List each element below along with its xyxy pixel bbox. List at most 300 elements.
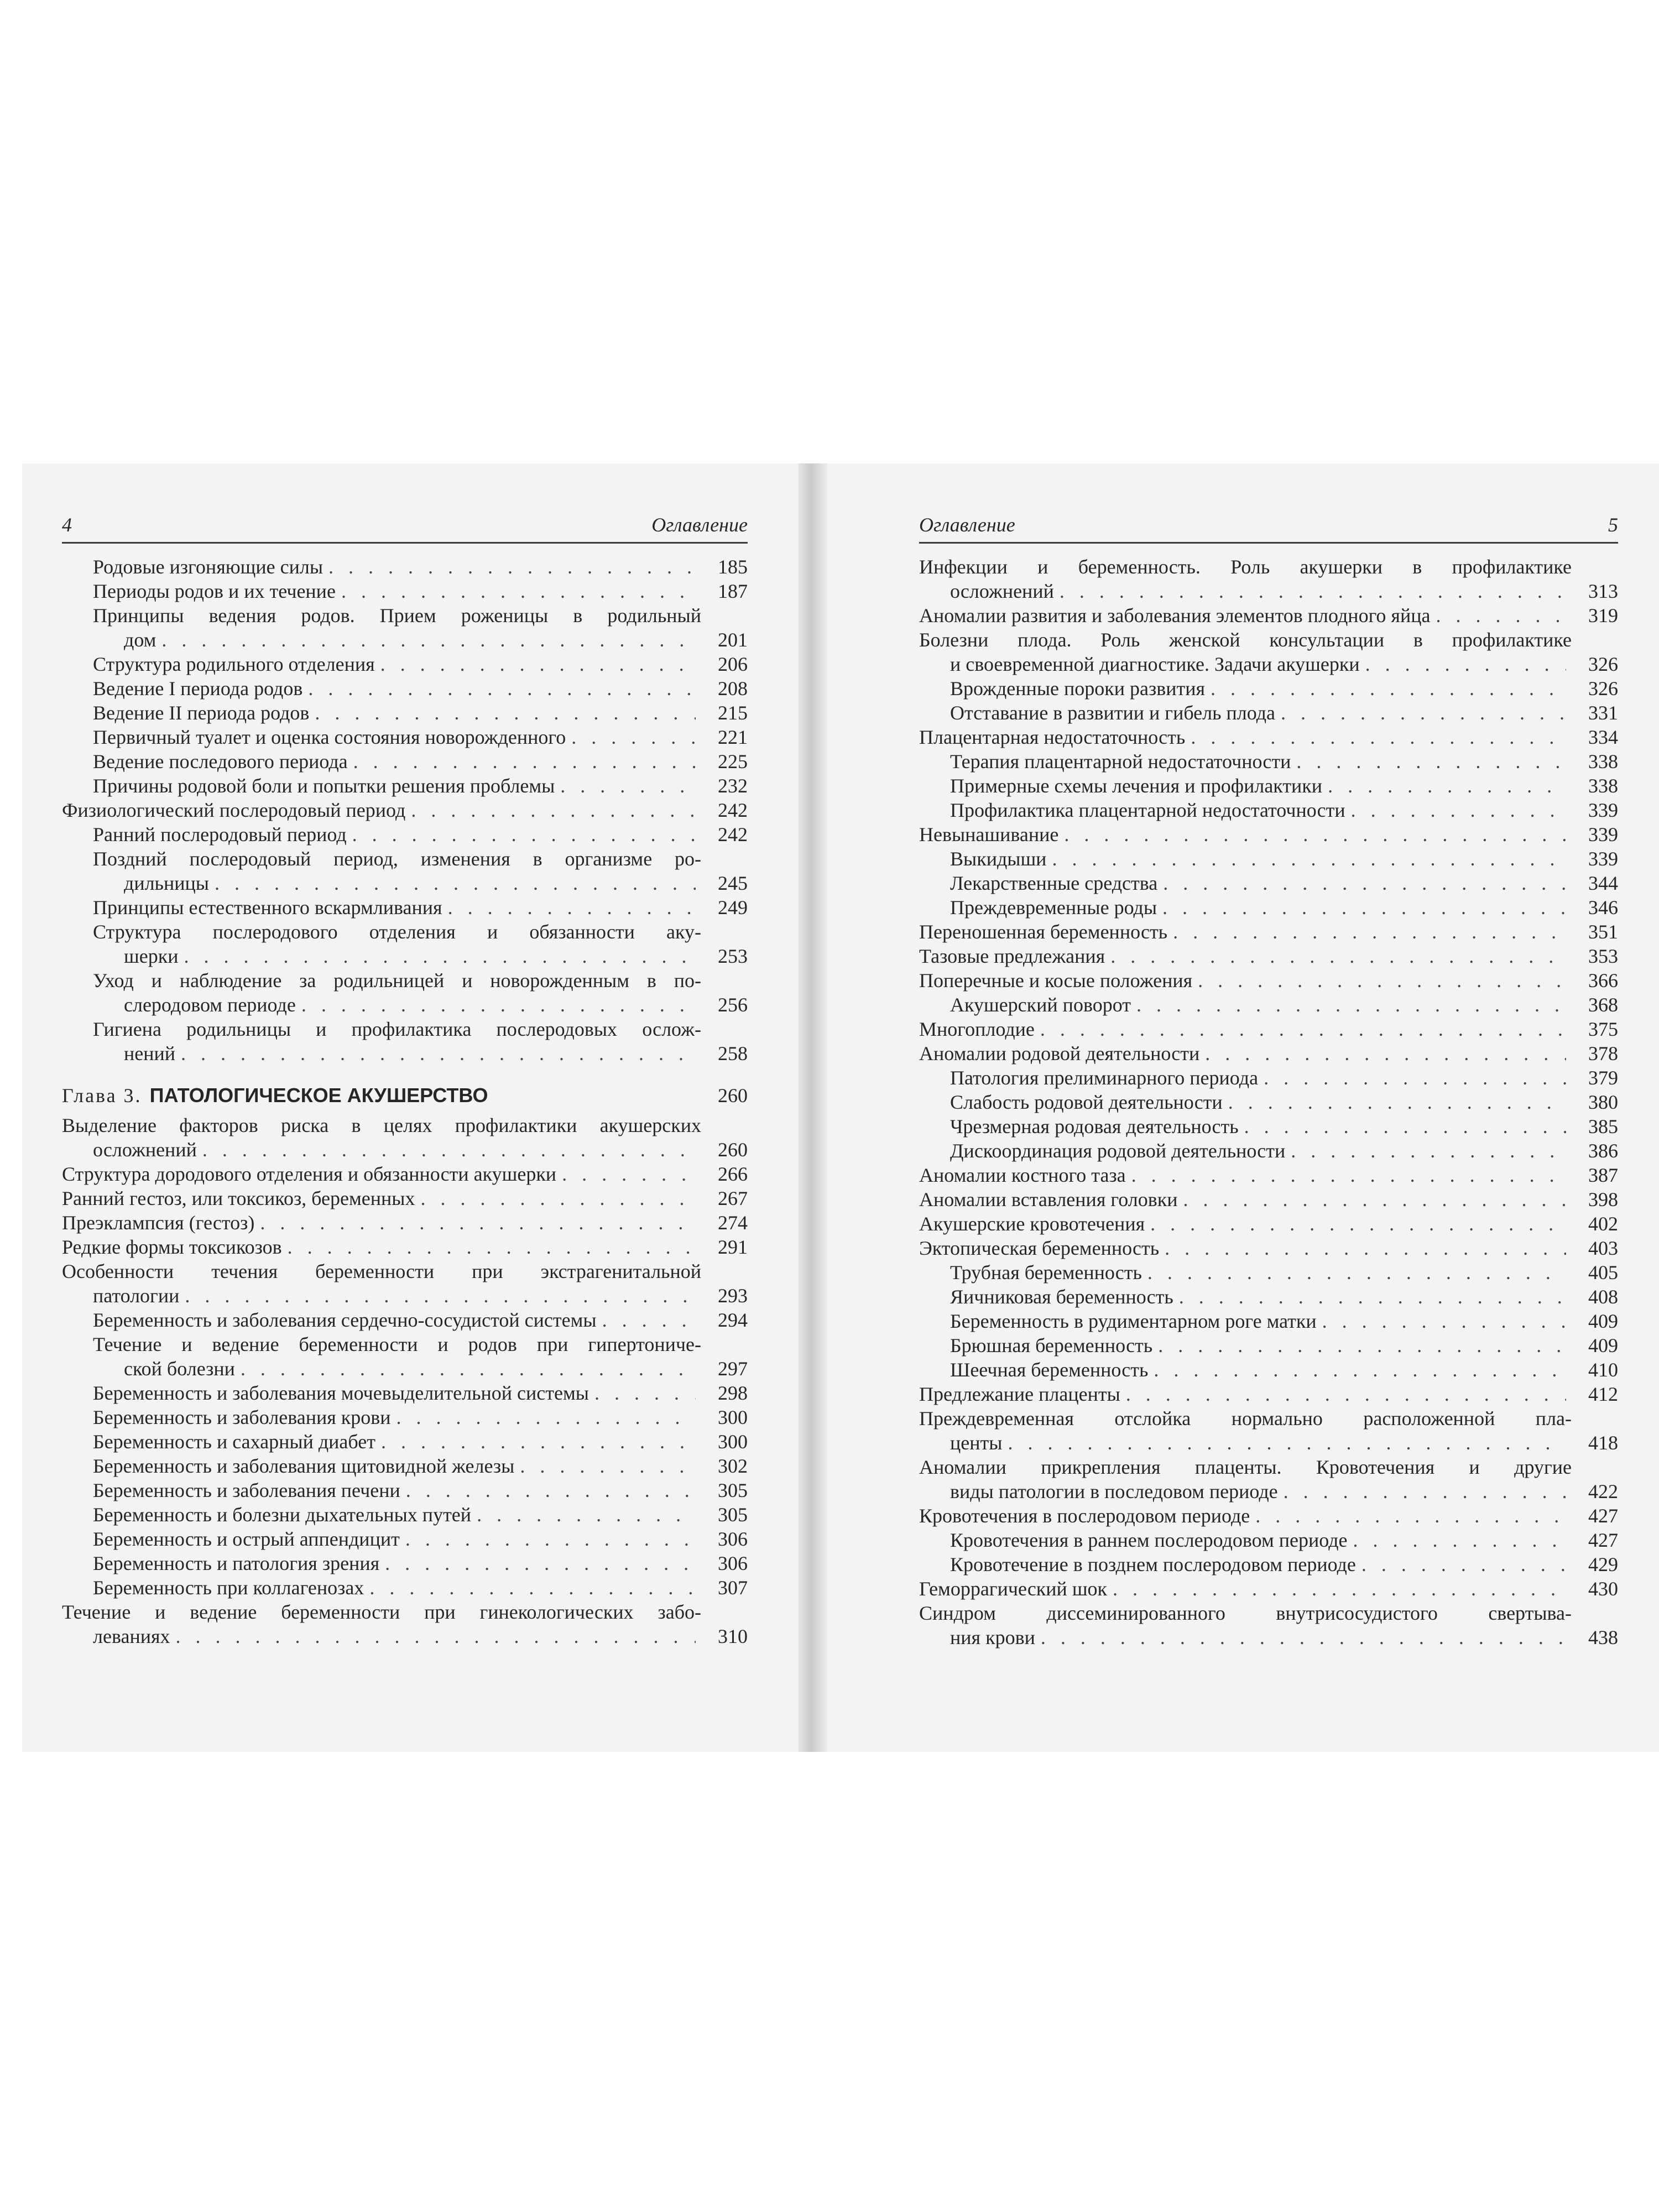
toc-entry[interactable] xyxy=(62,774,748,798)
leader-dots xyxy=(1198,968,1566,993)
toc-entry-text: Переношенная беременность xyxy=(919,921,1168,943)
leader-dots xyxy=(571,725,696,749)
toc-entry[interactable] xyxy=(62,798,748,822)
toc-entry[interactable] xyxy=(62,1575,748,1600)
toc-entry[interactable] xyxy=(919,1114,1618,1139)
leader-dots xyxy=(288,1235,696,1259)
toc-entry[interactable] xyxy=(919,1455,1618,1504)
toc-entry-line xyxy=(950,749,1572,774)
toc-entry-line xyxy=(93,1551,701,1575)
leader-dots xyxy=(1284,1479,1566,1504)
toc-page-number: 306 xyxy=(718,1552,748,1574)
toc-page-number: 313 xyxy=(1588,580,1618,602)
toc-entry-line xyxy=(919,603,1572,628)
toc-entry-line xyxy=(93,749,701,774)
toc-entry[interactable] xyxy=(919,822,1618,847)
toc-entry[interactable] xyxy=(62,1527,748,1551)
toc-entry-line xyxy=(919,652,1572,676)
toc-entry[interactable] xyxy=(919,1187,1618,1212)
toc-entry[interactable] xyxy=(62,603,748,652)
toc-entry-text: Преждевременные роды xyxy=(950,896,1157,919)
page-number: 4 xyxy=(62,514,72,536)
leader-dots xyxy=(260,1211,696,1235)
toc-entry[interactable] xyxy=(919,1212,1618,1236)
toc-entry-line xyxy=(950,1333,1572,1358)
toc-entry-line xyxy=(919,579,1572,603)
toc-entry-text: Беременность и заболевания крови xyxy=(93,1406,391,1428)
leader-dots xyxy=(241,1357,696,1381)
toc-page-number: 242 xyxy=(718,823,748,846)
toc-entry-text: Беременность и заболевания мочевыделительной системы xyxy=(93,1382,589,1404)
leader-dots xyxy=(1131,1163,1566,1187)
toc-page-number: 344 xyxy=(1588,872,1618,894)
toc-entry-line xyxy=(950,701,1572,725)
toc-entry-title xyxy=(93,920,701,968)
toc-page-number: 427 xyxy=(1588,1505,1618,1527)
leader-dots xyxy=(1205,1041,1566,1066)
toc-entry-line xyxy=(93,1527,701,1551)
toc-entry[interactable] xyxy=(62,1017,748,1066)
toc-page-number: 300 xyxy=(718,1406,748,1428)
toc-entry[interactable] xyxy=(919,895,1618,920)
toc-page-number: 256 xyxy=(718,994,748,1016)
toc-page-number: 385 xyxy=(1588,1115,1618,1138)
toc-entry[interactable] xyxy=(919,1577,1618,1601)
toc-page-number: 429 xyxy=(1588,1553,1618,1575)
toc-entry-line xyxy=(919,1236,1572,1260)
toc-entry[interactable] xyxy=(919,1090,1618,1114)
toc-entry[interactable] xyxy=(62,725,748,749)
toc-page-number: 422 xyxy=(1588,1480,1618,1503)
toc-entry[interactable] xyxy=(919,847,1618,871)
toc-entry[interactable] xyxy=(919,1066,1618,1090)
toc-entry-line xyxy=(62,798,701,822)
toc-page-number: 338 xyxy=(1588,775,1618,797)
toc-entry-title xyxy=(62,1600,701,1648)
toc-page-number: 249 xyxy=(718,896,748,919)
toc-page-number: 410 xyxy=(1588,1359,1618,1381)
chapter-label: Глава 3. xyxy=(62,1084,142,1107)
toc-page-number: 291 xyxy=(718,1236,748,1258)
toc-entry-line xyxy=(919,725,1572,749)
toc-entry-title xyxy=(93,1454,701,1478)
toc-entry[interactable] xyxy=(919,798,1618,822)
toc-entry-title xyxy=(93,749,701,774)
toc-entry-title xyxy=(93,1430,701,1454)
leader-dots xyxy=(1296,749,1566,774)
toc-entry[interactable] xyxy=(62,555,748,579)
toc-page-number: 339 xyxy=(1588,823,1618,846)
toc-entry-line xyxy=(62,1211,701,1235)
toc-entry-line xyxy=(93,701,701,725)
toc-entry-text: осложнений xyxy=(950,580,1054,602)
toc-entry[interactable] xyxy=(919,1358,1618,1382)
toc-entry-text: Выкидыши xyxy=(950,848,1047,870)
leader-dots xyxy=(562,1162,696,1186)
toc-entry-line xyxy=(950,847,1572,871)
leader-dots xyxy=(602,1308,696,1332)
toc-entry-title xyxy=(950,1358,1572,1382)
toc-entry-line xyxy=(93,1357,701,1381)
toc-entry-text: ской болезни xyxy=(124,1358,235,1380)
toc-page-number: 206 xyxy=(718,653,748,675)
toc-entry[interactable] xyxy=(919,1504,1618,1528)
toc-entry[interactable] xyxy=(62,579,748,603)
toc-entry[interactable] xyxy=(919,749,1618,774)
toc-page-number: 334 xyxy=(1588,726,1618,748)
leader-dots xyxy=(594,1381,696,1405)
toc-entry[interactable] xyxy=(62,676,748,701)
leader-dots xyxy=(1264,1066,1566,1090)
toc-entry-text: Патология прелиминарного периода xyxy=(950,1067,1259,1089)
toc-entry[interactable] xyxy=(62,1381,748,1405)
toc-entry-line xyxy=(93,652,701,676)
toc-entry[interactable] xyxy=(62,1430,748,1454)
leader-dots xyxy=(381,1430,696,1454)
toc-entry-line xyxy=(950,1090,1572,1114)
toc-entry-line xyxy=(919,1163,1572,1187)
toc-entry[interactable] xyxy=(62,749,748,774)
toc-entry-line xyxy=(93,993,701,1017)
toc-page-number: 305 xyxy=(718,1479,748,1501)
toc-entry-text: Принципы естественного вскармливания xyxy=(93,896,442,919)
leader-dots xyxy=(308,676,696,701)
leader-dots xyxy=(1353,1528,1566,1552)
toc-page-number: 215 xyxy=(718,702,748,724)
toc-list-before xyxy=(62,555,748,1066)
toc-entry[interactable] xyxy=(62,968,748,1017)
leader-dots xyxy=(1064,822,1566,847)
toc-entry-text: леваниях xyxy=(93,1625,170,1647)
toc-entry-line xyxy=(93,1454,701,1478)
toc-entry-line xyxy=(950,676,1572,701)
toc-entry[interactable] xyxy=(919,1139,1618,1163)
toc-entry[interactable] xyxy=(919,1528,1618,1552)
toc-entry-line xyxy=(93,1308,701,1332)
toc-page-number: 346 xyxy=(1588,896,1618,919)
leader-dots xyxy=(1365,652,1566,676)
toc-page-number: 302 xyxy=(718,1455,748,1477)
toc-entry-line xyxy=(950,1552,1572,1577)
toc-entry-text: Терапия плацентарной недостаточности xyxy=(950,750,1291,773)
toc-page-number: 298 xyxy=(718,1382,748,1404)
toc-entry-title xyxy=(62,1186,701,1211)
toc-entry[interactable] xyxy=(62,1113,748,1162)
toc-entry-title xyxy=(62,1259,701,1308)
toc-entry-line xyxy=(919,1017,1572,1041)
running-head-title: Оглавление xyxy=(651,514,748,536)
toc-entry-title xyxy=(919,603,1572,628)
toc-entry-title xyxy=(950,774,1572,798)
toc-entry-text: Ранний гестоз, или токсикоз, беременных xyxy=(62,1187,415,1209)
toc-page-number: 185 xyxy=(718,556,748,578)
leader-dots xyxy=(560,774,696,798)
toc-entry-line xyxy=(919,1431,1572,1455)
toc-entry-line: Инфекции и беременность. Роль акушерки в профилактике xyxy=(919,556,1572,578)
toc-entry[interactable] xyxy=(919,871,1618,895)
toc-page-number: 260 xyxy=(718,1139,748,1161)
toc-entry-title xyxy=(919,1504,1572,1528)
book-gutter xyxy=(799,463,827,1752)
toc-entry[interactable] xyxy=(919,725,1618,749)
leader-dots xyxy=(380,652,696,676)
toc-entry-text: Преэклампсия (гестоз) xyxy=(62,1212,255,1234)
toc-entry-text: Аномалии вставления головки xyxy=(919,1188,1178,1211)
toc-page-number: 402 xyxy=(1588,1213,1618,1235)
toc-entry-text: Примерные схемы лечения и профилактики xyxy=(950,775,1323,797)
toc-entry-text: Беременность и патология зрения xyxy=(93,1552,380,1574)
toc-entry-text: Геморрагический шок xyxy=(919,1578,1108,1600)
toc-entry-title xyxy=(950,1309,1572,1333)
toc-entry-text: и своевременной диагностике. Задачи акушерки xyxy=(950,653,1360,675)
leader-dots xyxy=(1361,1552,1566,1577)
toc-entry-line xyxy=(950,895,1572,920)
toc-entry[interactable] xyxy=(919,1041,1618,1066)
toc-entry[interactable] xyxy=(919,1382,1618,1406)
toc-entry-title xyxy=(919,725,1572,749)
toc-entry-title xyxy=(93,1017,701,1066)
leader-dots xyxy=(1008,1431,1566,1455)
toc-entry-title xyxy=(919,1577,1572,1601)
running-head xyxy=(62,513,748,544)
toc-entry-line xyxy=(950,1066,1572,1090)
toc-page-number: 339 xyxy=(1588,799,1618,821)
toc-entry[interactable] xyxy=(62,1600,748,1648)
toc-entry-title xyxy=(950,1552,1572,1577)
toc-page-number: 408 xyxy=(1588,1286,1618,1308)
toc-page-number: 266 xyxy=(718,1163,748,1185)
toc-entry-line xyxy=(93,895,701,920)
toc-entry[interactable] xyxy=(919,968,1618,993)
toc-entry-line xyxy=(62,1235,701,1259)
toc-entry[interactable] xyxy=(62,822,748,847)
toc-entry-line: Синдром диссеминированного внутрисосудистого свертыва- xyxy=(919,1602,1572,1624)
toc-entry-text: Родовые изгоняющие силы xyxy=(93,556,324,578)
toc-entry-title xyxy=(919,1041,1572,1066)
toc-entry[interactable] xyxy=(62,1211,748,1235)
toc-entry[interactable] xyxy=(919,628,1618,676)
leader-dots xyxy=(1158,1333,1566,1358)
toc-page-number: 398 xyxy=(1588,1188,1618,1211)
toc-entry[interactable] xyxy=(62,1405,748,1430)
toc-entry[interactable] xyxy=(62,1235,748,1259)
page-number: 5 xyxy=(1608,514,1618,536)
toc-entry-line xyxy=(93,1503,701,1527)
toc-page-number: 310 xyxy=(718,1625,748,1647)
toc-entry-title xyxy=(62,1113,701,1162)
toc-entry-title xyxy=(62,1211,701,1235)
toc-entry-text: патологии xyxy=(93,1285,180,1307)
toc-entry[interactable] xyxy=(62,1332,748,1381)
toc-entry-line xyxy=(950,1285,1572,1309)
toc-entry-line xyxy=(919,1041,1572,1066)
leader-dots xyxy=(341,579,696,603)
toc-entry[interactable] xyxy=(62,1162,748,1186)
toc-entry-line: Принципы ведения родов. Прием роженицы в родильный xyxy=(93,604,701,627)
toc-entry-text: Слабость родовой деятельности xyxy=(950,1091,1223,1113)
leader-dots xyxy=(1255,1504,1566,1528)
toc-entry-line xyxy=(919,1382,1572,1406)
toc-entry-line xyxy=(950,774,1572,798)
toc-entry-text: Тазовые предлежания xyxy=(919,945,1105,967)
leader-dots xyxy=(1436,603,1566,628)
leader-dots xyxy=(1040,1017,1566,1041)
toc-entry[interactable] xyxy=(62,1503,748,1527)
toc-entry[interactable] xyxy=(62,1478,748,1503)
toc-entry[interactable] xyxy=(62,920,748,968)
toc-entry-title xyxy=(93,968,701,1017)
toc-entry-text: Ведение II периода родов xyxy=(93,702,310,724)
toc-entry-text: Беременность при коллагенозах xyxy=(93,1577,364,1599)
chapter-page-number: 260 xyxy=(718,1084,748,1107)
toc-entry[interactable] xyxy=(919,555,1618,603)
leader-dots xyxy=(301,993,696,1017)
toc-entry-line xyxy=(950,1358,1572,1382)
toc-page-number: 331 xyxy=(1588,702,1618,724)
toc-entry[interactable] xyxy=(919,1163,1618,1187)
toc-entry-line xyxy=(919,1212,1572,1236)
toc-entry[interactable] xyxy=(919,1406,1618,1455)
leader-dots xyxy=(176,1624,696,1648)
toc-entry-line xyxy=(919,1504,1572,1528)
toc-entry-text: Брюшная беременность xyxy=(950,1334,1153,1357)
toc-page-number: 378 xyxy=(1588,1042,1618,1065)
toc-entry-text: центы xyxy=(950,1432,1003,1454)
leader-dots xyxy=(411,798,696,822)
toc-entry-title xyxy=(93,895,701,920)
toc-entry-text: Эктопическая беременность xyxy=(919,1237,1160,1259)
running-head-title: Оглавление xyxy=(919,514,1015,536)
toc-entry[interactable] xyxy=(62,847,748,895)
toc-page-number: 221 xyxy=(718,726,748,748)
toc-entry[interactable] xyxy=(62,1551,748,1575)
leader-dots xyxy=(477,1503,696,1527)
toc-entry[interactable] xyxy=(919,603,1618,628)
toc-page-number: 353 xyxy=(1588,945,1618,967)
toc-entry[interactable] xyxy=(919,774,1618,798)
leader-dots xyxy=(1110,944,1566,968)
leader-dots xyxy=(1163,871,1566,895)
toc-entry-line xyxy=(950,1260,1572,1285)
toc-entry-line: Гигиена родильницы и профилактика послеродовых ослож- xyxy=(93,1018,701,1040)
toc-entry-line xyxy=(62,1186,701,1211)
toc-entry-line xyxy=(93,725,701,749)
toc-page-number: 307 xyxy=(718,1577,748,1599)
toc-page-number: 366 xyxy=(1588,969,1618,992)
leader-dots xyxy=(185,1284,696,1308)
toc-entry-line xyxy=(93,1381,701,1405)
toc-entry[interactable] xyxy=(919,920,1618,944)
toc-entry[interactable] xyxy=(62,1308,748,1332)
toc-entry-text: Аномалии родовой деятельности xyxy=(919,1042,1200,1065)
leader-dots xyxy=(1162,895,1566,920)
toc-entry-line xyxy=(950,1139,1572,1163)
toc-entry-text: Причины родовой боли и попытки решения проблемы xyxy=(93,775,555,797)
toc-entry-line xyxy=(62,1138,701,1162)
toc-entry[interactable] xyxy=(62,1454,748,1478)
toc-entry-line xyxy=(93,774,701,798)
toc-entry-text: Ранний послеродовый период xyxy=(93,823,347,846)
toc-entry-text: Ведение последового периода xyxy=(93,750,348,773)
toc-entry[interactable] xyxy=(919,1236,1618,1260)
toc-page-number: 294 xyxy=(718,1309,748,1331)
toc-entry[interactable] xyxy=(919,701,1618,725)
toc-entry[interactable] xyxy=(62,895,748,920)
toc-entry-title xyxy=(93,822,701,847)
toc-entry-line xyxy=(950,1309,1572,1333)
toc-entry-line xyxy=(919,944,1572,968)
toc-entry[interactable] xyxy=(919,993,1618,1017)
toc-entry-text: Аномалии костного таза xyxy=(919,1164,1126,1186)
toc-page-number: 326 xyxy=(1588,677,1618,700)
leader-dots xyxy=(1191,725,1566,749)
leader-dots xyxy=(1052,847,1566,871)
toc-page-number: 386 xyxy=(1588,1140,1618,1162)
toc-entry-title xyxy=(950,871,1572,895)
toc-entry[interactable] xyxy=(919,944,1618,968)
toc-entry-text: Беременность и заболевания сердечно-сосудистой системы xyxy=(93,1309,597,1331)
leader-dots xyxy=(1147,1260,1566,1285)
toc-page-number: 409 xyxy=(1588,1310,1618,1332)
toc-entry-title xyxy=(93,1332,701,1381)
toc-entry-line: Течение и ведение беременности при гинекологических забо- xyxy=(62,1601,701,1623)
toc-entry-text: Шеечная беременность xyxy=(950,1359,1149,1381)
toc-entry-title xyxy=(93,603,701,652)
leader-dots xyxy=(369,1575,696,1600)
toc-entry-title xyxy=(93,1575,701,1600)
toc-entry[interactable] xyxy=(62,1186,748,1211)
leader-dots xyxy=(1113,1577,1566,1601)
toc-page-number: 427 xyxy=(1588,1529,1618,1551)
toc-entry-line xyxy=(93,555,701,579)
toc-page-number: 375 xyxy=(1588,1018,1618,1040)
toc-entry[interactable] xyxy=(62,701,748,725)
toc-entry-title xyxy=(93,774,701,798)
toc-entry[interactable] xyxy=(919,1333,1618,1358)
toc-entry[interactable] xyxy=(62,1259,748,1308)
toc-entry-line xyxy=(919,920,1572,944)
toc-entry-text: Акушерский поворот xyxy=(950,994,1131,1016)
toc-page-number: 267 xyxy=(718,1187,748,1209)
toc-entry-line xyxy=(93,1405,701,1430)
toc-entry[interactable] xyxy=(62,652,748,676)
toc-entry-text: Ведение I периода родов xyxy=(93,677,303,700)
toc-entry-title xyxy=(93,1478,701,1503)
toc-entry-line xyxy=(950,993,1572,1017)
toc-entry-line: Структура послеродового отделения и обязанности аку- xyxy=(93,921,701,943)
toc-entry[interactable] xyxy=(919,1017,1618,1041)
chapter-heading[interactable] xyxy=(62,1083,748,1108)
toc-entry[interactable] xyxy=(919,1552,1618,1577)
toc-entry[interactable] xyxy=(919,676,1618,701)
toc-entry-text: Многоплодие xyxy=(919,1018,1035,1040)
toc-page-number: 258 xyxy=(718,1042,748,1065)
toc-entry-title xyxy=(919,1382,1572,1406)
toc-entry-title xyxy=(93,1381,701,1405)
toc-entry-text: Профилактика плацентарной недостаточности xyxy=(950,799,1345,821)
toc-entry[interactable] xyxy=(919,1601,1618,1650)
toc-entry[interactable] xyxy=(919,1260,1618,1285)
toc-entry[interactable] xyxy=(919,1309,1618,1333)
toc-entry-line: Аномалии прикрепления плаценты. Кровотечения и другие xyxy=(919,1456,1572,1478)
toc-entry-title xyxy=(919,822,1572,847)
toc-entry-line xyxy=(93,1478,701,1503)
toc-list-after xyxy=(62,1113,748,1648)
leader-dots xyxy=(406,1478,696,1503)
toc-entry-title xyxy=(93,1551,701,1575)
leader-dots xyxy=(352,822,696,847)
toc-entry[interactable] xyxy=(919,1285,1618,1309)
